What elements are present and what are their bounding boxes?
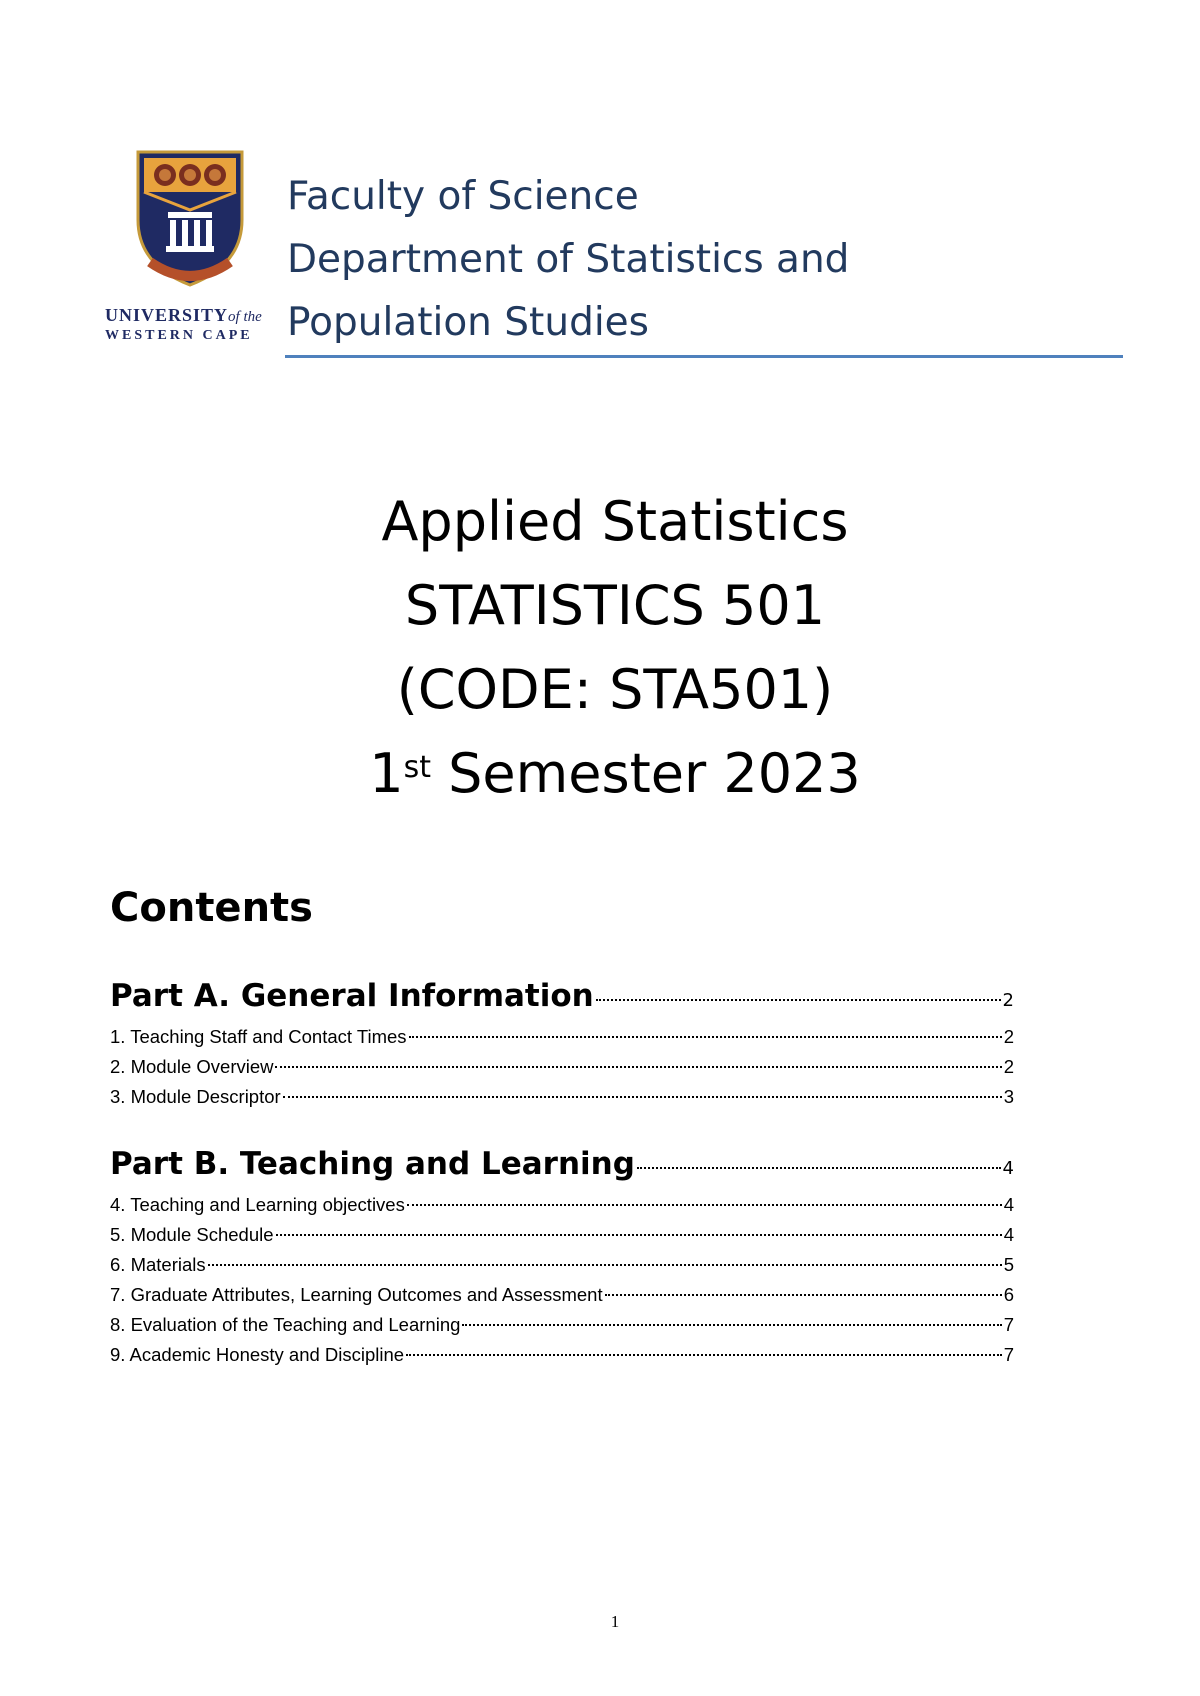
toc-item-page: 2 xyxy=(1003,1056,1014,1077)
toc-item[interactable] xyxy=(110,1220,1014,1250)
title-line3: (CODE: STA501) xyxy=(396,658,834,721)
toc-item[interactable] xyxy=(110,1052,1014,1082)
toc-item-page: 6 xyxy=(1003,1284,1014,1305)
toc-item[interactable] xyxy=(110,1082,1014,1112)
toc-item[interactable] xyxy=(110,1340,1014,1370)
toc-item-page: 4 xyxy=(1003,1194,1014,1215)
title-line4 xyxy=(0,732,1200,816)
department-name-line2: Population Studies xyxy=(287,300,649,345)
toc-part-a xyxy=(110,975,1014,1112)
toc-part-a-page: 2 xyxy=(1002,990,1014,1011)
department-name-line1: Department of Statistics and xyxy=(287,237,850,282)
toc-part-a-entry[interactable] xyxy=(110,975,1014,1022)
title-line2: STATISTICS 501 xyxy=(404,574,826,637)
toc-item-page: 7 xyxy=(1003,1314,1014,1335)
contents-heading: Contents xyxy=(110,885,313,931)
toc-item-label: 1. Teaching Staff and Contact Times xyxy=(110,1026,407,1047)
toc-part-b-entry[interactable] xyxy=(110,1143,1014,1190)
toc-item-page: 5 xyxy=(1003,1254,1014,1275)
toc-item-label: 2. Module Overview xyxy=(110,1056,274,1077)
toc-item-label: 4. Teaching and Learning objectives xyxy=(110,1194,405,1215)
toc-item-label: 7. Graduate Attributes, Learning Outcomes and Assessment xyxy=(110,1284,603,1305)
document-title xyxy=(0,480,1200,816)
faculty-name: Faculty of Science xyxy=(287,174,639,219)
university-of-the: of the xyxy=(228,309,262,325)
toc-item-label: 8. Evaluation of the Teaching and Learning xyxy=(110,1314,461,1335)
toc-item[interactable] xyxy=(110,1280,1014,1310)
toc-item[interactable] xyxy=(110,1190,1014,1220)
toc-item-label: 5. Module Schedule xyxy=(110,1224,274,1245)
toc-item[interactable] xyxy=(110,1250,1014,1280)
university-name: UNIVERSITY xyxy=(105,305,229,325)
toc-part-a-label: Part A. General Information xyxy=(110,978,594,1014)
toc-item[interactable] xyxy=(110,1022,1014,1052)
toc-item-page: 4 xyxy=(1003,1224,1014,1245)
university-logo xyxy=(105,150,275,360)
toc-item-label: 6. Materials xyxy=(110,1254,206,1275)
crest-icon xyxy=(130,150,250,290)
semester-text: Semester 2023 xyxy=(430,742,861,805)
toc-part-b-label: Part B. Teaching and Learning xyxy=(110,1146,635,1182)
toc-item-page: 7 xyxy=(1003,1344,1014,1365)
header-rule xyxy=(285,355,1123,358)
university-location: WESTERN CAPE xyxy=(105,328,253,343)
toc-item[interactable] xyxy=(110,1310,1014,1340)
toc-item-page: 2 xyxy=(1003,1026,1014,1047)
toc-item-label: 9. Academic Honesty and Discipline xyxy=(110,1344,405,1365)
toc-item-page: 3 xyxy=(1003,1086,1014,1107)
toc-part-b xyxy=(110,1143,1014,1370)
title-line1: Applied Statistics xyxy=(381,490,849,553)
toc-item-label: 3. Module Descriptor xyxy=(110,1086,281,1107)
semester-ordinal: st xyxy=(403,750,431,785)
department-header xyxy=(287,165,1117,354)
page-number: 1 xyxy=(610,1612,620,1631)
semester-number: 1 xyxy=(369,742,404,805)
toc-part-b-page: 4 xyxy=(1002,1158,1014,1179)
